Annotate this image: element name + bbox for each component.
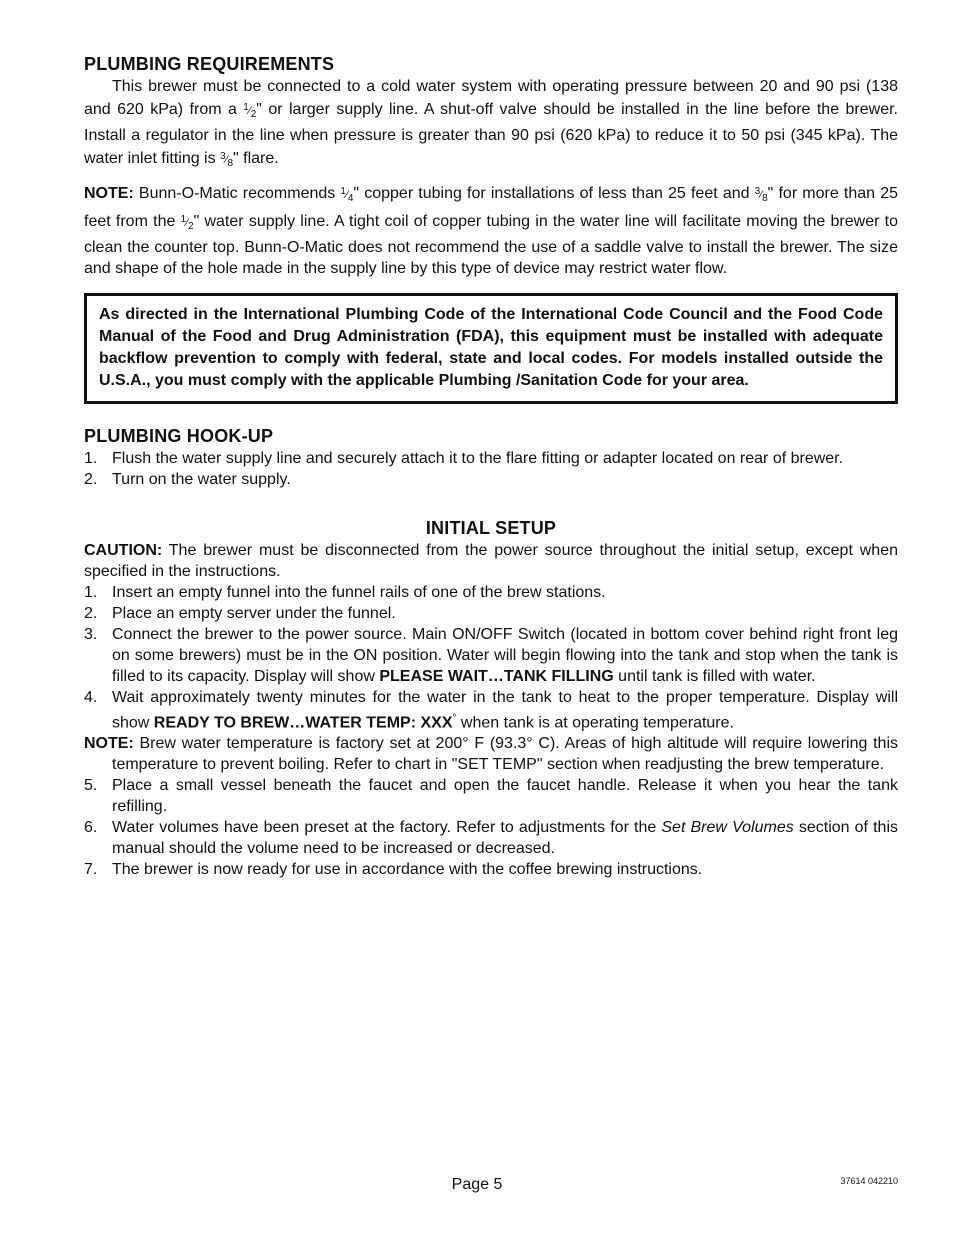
list-item: 5. Place a small vessel beneath the faucet and open the faucet handle. Release it when you hear the tank refilling. [84,777,898,816]
fraction: $^3⁄_8$ [754,186,768,204]
list-item: 1. Flush the water supply line and securely attach it to the flare fitting or adapter located on rear of brewer. [84,450,844,467]
list-item: 4. Wait approximately twenty minutes for the water in the tank to heat to the proper temperature. Display will show READY TO BREW…WATER TEMP: XXX° when tank is at operating temperature. [84,689,898,732]
page-number: Page 5 [451,1176,503,1193]
list-item: 2. Turn on the water supply. [84,471,291,488]
list-item: 6. Water volumes have been preset at the factory. Refer to adjustments for the Set Brew Volumes section of this manual should the volume need to be increased or decreased. [84,819,899,858]
caution-label: CAUTION: [84,542,163,559]
fraction: $^1⁄_4$ [340,186,354,204]
document-page [84,52,898,880]
plumbing-hookup-list [84,448,898,490]
plumbing-requirements-paragraph: This brewer must be connected to a cold water system with operating pressure between 20 and 90 psi (138 and 620 kPa) from a $^1⁄_2$" or larger supply line. A shut-off valve should be installed in the line before the brewer. Install a regulator in the line when pressure is greater than 90 psi (620 kPa) to reduce it to 50 psi (345 kPa). The water inlet fitting is $^3⁄_8$" flare. [84,78,898,169]
fraction: $^1⁄_2$ [180,214,194,232]
list-item: 3. Connect the brewer to the power source. Main ON/OFF Switch (located in bottom cover behind right front leg on some brewers) must be in the ON position. Water will begin flowing into the tank and stop when the tank is filled to its capacity. Display will show PLEASE WAIT…TANK FILLING until tank is filled with water. [84,626,898,685]
plumbing-note-paragraph: NOTE: Bunn-O-Matic recommends $^1⁄_4$" copper tubing for installations of less than 25 feet and $^3⁄_8$" for more than 25 feet from the $^1⁄_2$" water supply line. A tight coil of copper tubing in the water line will facilitate moving the brewer to clean the counter top. Bunn-O-Matic does not recommend the use of a saddle valve to install the brewer. The size and shape of the hole made in the supply line by this type of device may restrict water flow. [84,185,899,277]
plumbing-requirements-heading: PLUMBING REQUIREMENTS [84,54,335,74]
note-label: NOTE: [84,735,134,753]
plumbing-hookup-heading: PLUMBING HOOK-UP [84,426,274,446]
initial-setup-heading: INITIAL SETUP [425,518,557,538]
initial-setup-list-continued [84,775,898,880]
initial-setup-list [84,582,898,733]
temperature-note: NOTE: Brew water temperature is factory set at 200° F (93.3° C). Areas of high altitude will require lowering this temperature to prevent boiling. Refer to chart in "SET TEMP" section when readjusting the brew temperature. [84,735,898,774]
backflow-notice-box: As directed in the International Plumbing Code of the International Code Council and the Food Code Manual of the Food and Drug Administration (FDA), this equipment must be installed with adequate backflow prevention to comply with federal, state and local codes. For models installed outside the U.S.A., you must comply with the applicable Plumbing /Sanitation Code for your area. [84,293,898,404]
fraction: $^3⁄_8$ [220,151,234,169]
list-item: 7. The brewer is now ready for use in accordance with the coffee brewing instructions. [84,861,703,879]
list-item: 1. Insert an empty funnel into the funnel rails of one of the brew stations. [84,584,606,601]
fraction: $^1⁄_2$ [243,102,257,120]
note-label: NOTE: [84,185,134,202]
document-code: 37614 042210 [840,1176,898,1186]
list-item: 2. Place an empty server under the funnel. [84,605,396,622]
caution-paragraph: CAUTION: The brewer must be disconnected from the power source throughout the initial setup, except when specified in the instructions. [84,542,898,580]
